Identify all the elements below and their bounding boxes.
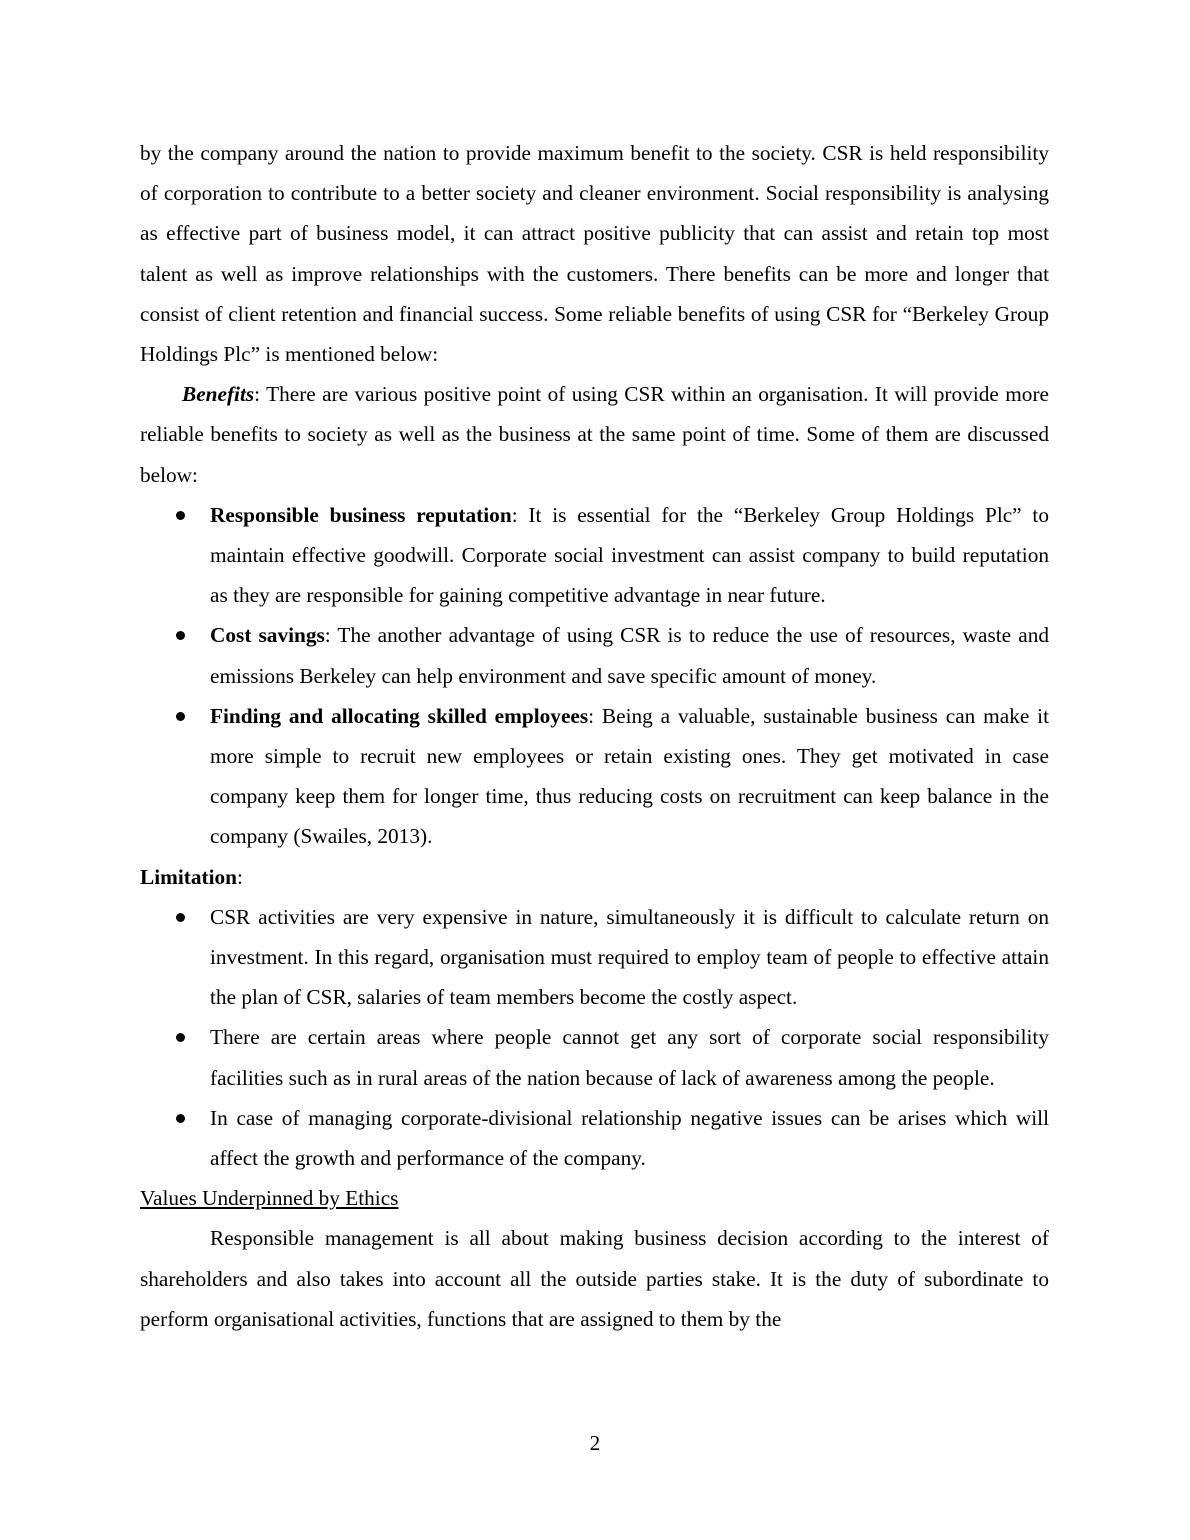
list-item — [140, 495, 1049, 616]
benefit-title: Responsible business reputation — [210, 502, 512, 527]
benefit-title: Finding and allocating skilled employees — [210, 703, 589, 728]
limitation-text: In case of managing corporate-divisional relationship negative issues can be arises which will affect the growth and performance of the company. — [210, 1105, 1049, 1171]
bullet-icon — [176, 511, 185, 520]
list-item — [140, 696, 1049, 857]
benefits-paragraph — [140, 374, 1049, 495]
page-number: 2 — [589, 1431, 601, 1455]
bullet-icon — [176, 712, 185, 721]
limitation-text: There are certain areas where people cannot get any sort of corporate social responsibility facilities such as in rural areas of the nation because of lack of awareness among the people. — [210, 1025, 1049, 1090]
limitation-heading — [140, 857, 1049, 897]
bullet-icon — [176, 631, 185, 640]
list-item — [140, 615, 1049, 695]
benefit-text: : Being a valuable, sustainable business can make it more simple to recruit new employees or retain existing ones. They get motivated in case company keep them for longer time, thus reducing costs on recruitment can keep balance in the company (Swailes, 2013). — [210, 703, 1049, 849]
benefit-text: : The another advantage of using CSR is to reduce the use of resources, waste and emissions Berkeley can help environment and save specific amount of money. — [210, 623, 1049, 688]
benefits-text: : There are various positive point of using CSR within an organisation. It will provide more reliable benefits to society as well as the business at the same point of time. Some of them are discussed below: — [140, 382, 1049, 487]
limitation-label: Limitation — [140, 864, 238, 889]
bullet-icon — [176, 913, 185, 922]
benefits-list — [140, 495, 1049, 857]
limitation-list — [140, 897, 1049, 1178]
intro-paragraph: by the company around the nation to provide maximum benefit to the society. CSR is held responsibility of corporation to contribute to a better society and cleaner environment. Social responsibility is analysing as effective part of business model, it can attract positive publicity that can assist and retain top most talent as well as improve relationships with the customers. There benefits can be more and longer that consist of client retention and financial success. Some reliable benefits of using CSR for “Berkeley Group Holdings Plc” is mentioned below: — [140, 141, 1049, 367]
list-item — [140, 1098, 1049, 1178]
benefit-text: : It is essential for the “Berkeley Group Holdings Plc” to maintain effective goodwill. Corporate social investment can assist company to build reputation as they are responsible for gaining competitive advantage in near future. — [210, 502, 1049, 608]
limitation-text: CSR activities are very expensive in nature, simultaneously it is difficult to calculate return on investment. In this regard, organisation must required to employ team of people to effective attain the plan of CSR, salaries of team members become the costly aspect. — [210, 904, 1049, 1010]
bullet-icon — [176, 1033, 185, 1042]
list-item — [140, 1017, 1049, 1097]
list-item — [140, 897, 1049, 1018]
bullet-icon — [176, 1114, 185, 1123]
limitation-suffix: : — [237, 864, 243, 889]
values-heading: Values Underpinned by Ethics — [140, 1186, 399, 1211]
benefits-label: Benefits — [182, 382, 255, 407]
benefit-title: Cost savings — [210, 623, 325, 648]
document-body — [140, 133, 1049, 1339]
values-paragraph: Responsible management is all about making business decision according to the interest of shareholders and also takes into account all the outside parties stake. It is the duty of subordinate to perform organisational activities, functions that are assigned to them by the — [140, 1226, 1049, 1331]
